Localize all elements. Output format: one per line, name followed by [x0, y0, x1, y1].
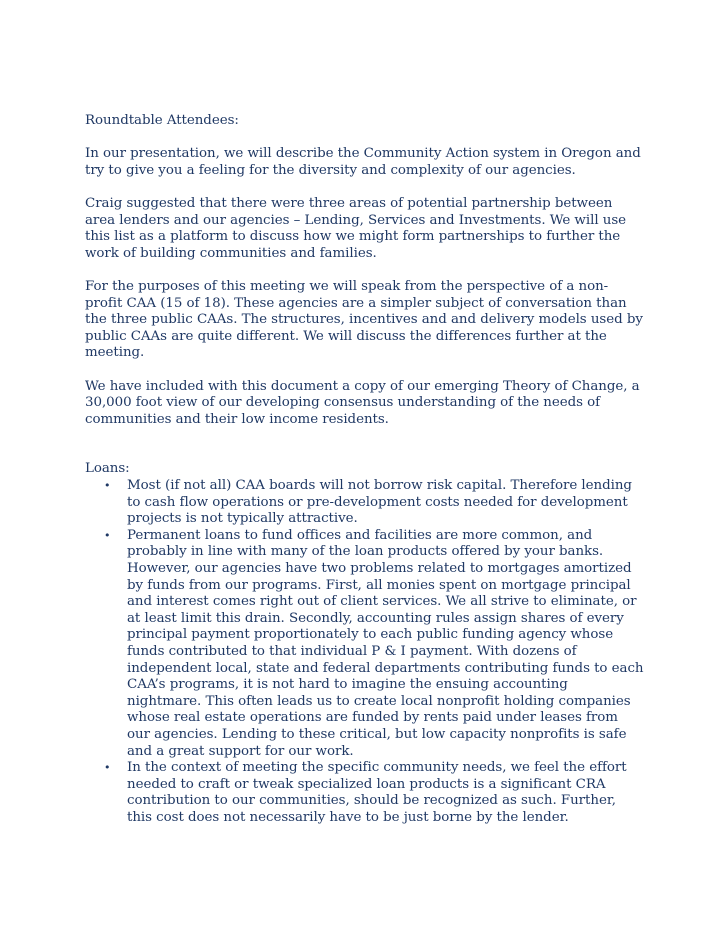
- paragraph-presentation: In our presentation, we will describe the Community Action system in Oregon and try to give you a feeling for the diversity and complexity of our agencies.: [85, 146, 641, 178]
- bullet-icon: •: [104, 528, 111, 542]
- paragraph-theory-of-change: We have included with this document a copy of our emerging Theory of Change, a 30,000 foot view of our developing consensus understanding of the needs of communities and their low income residents.: [85, 378, 640, 427]
- list-item-text: Permanent loans to fund offices and facilities are more common, and probably in line with many of the loan products offered by your banks. However, our agencies have two problems related to mortgages amortized by funds from our programs. First, all monies spent on mortgage principal and interest comes right out of client services. We all strive to eliminate, or at least limit this drain. Secondly, accounting rules assign shares of every principal payment proportionately to each public funding agency whose funds contributed to that individual P & I payment. With dozens of independent local, state and federal departments contributing funds to each CAA’s programs, it is not hard to imagine the ensuing accounting nightmare. This often leads us to create local nonprofit holding companies whose real estate operations are funded by rents paid under leases from our agencies. Lending to these critical, but low capacity nonprofits is safe and a great support for our work.: [127, 527, 644, 759]
- loans-heading: Loans:: [85, 461, 130, 477]
- bullet-icon: •: [104, 761, 111, 775]
- document-title: Roundtable Attendees:: [85, 113, 239, 128]
- paragraph-partnership-areas: Craig suggested that there were three areas of potential partnership between area lenders and our agencies – Lending, Services and Investments. We will use this list as a platform to discuss how we might form partnerships to further the work of building communities and families.: [85, 195, 627, 261]
- list-item-text: Most (if not all) CAA boards will not borrow risk capital. Therefore lending to cash flow operations or pre-development costs needed for development projects is not typically attractive.: [127, 478, 632, 527]
- loans-list: [85, 478, 645, 826]
- paragraph-perspective: For the purposes of this meeting we will speak from the perspective of a non-profit CAA (15 of 18). These agencies are a simpler subject of conversation than the three public CAAs. The structures, incentives and and delivery models used by public CAAs are quite different. We will discuss the differences further at the meeting.: [85, 278, 643, 361]
- list-item-text: In the context of meeting the specific community needs, we feel the effort needed to craft or tweak specialized loan products is a significant CRA contribution to our communities, should be recognized as such. Further, this cost does not necessarily have to be just borne by the lender.: [127, 760, 627, 825]
- bullet-icon: •: [104, 479, 111, 493]
- document-body: [85, 113, 645, 827]
- list-item: [85, 760, 645, 826]
- list-item: [85, 478, 645, 528]
- list-item: [85, 528, 645, 760]
